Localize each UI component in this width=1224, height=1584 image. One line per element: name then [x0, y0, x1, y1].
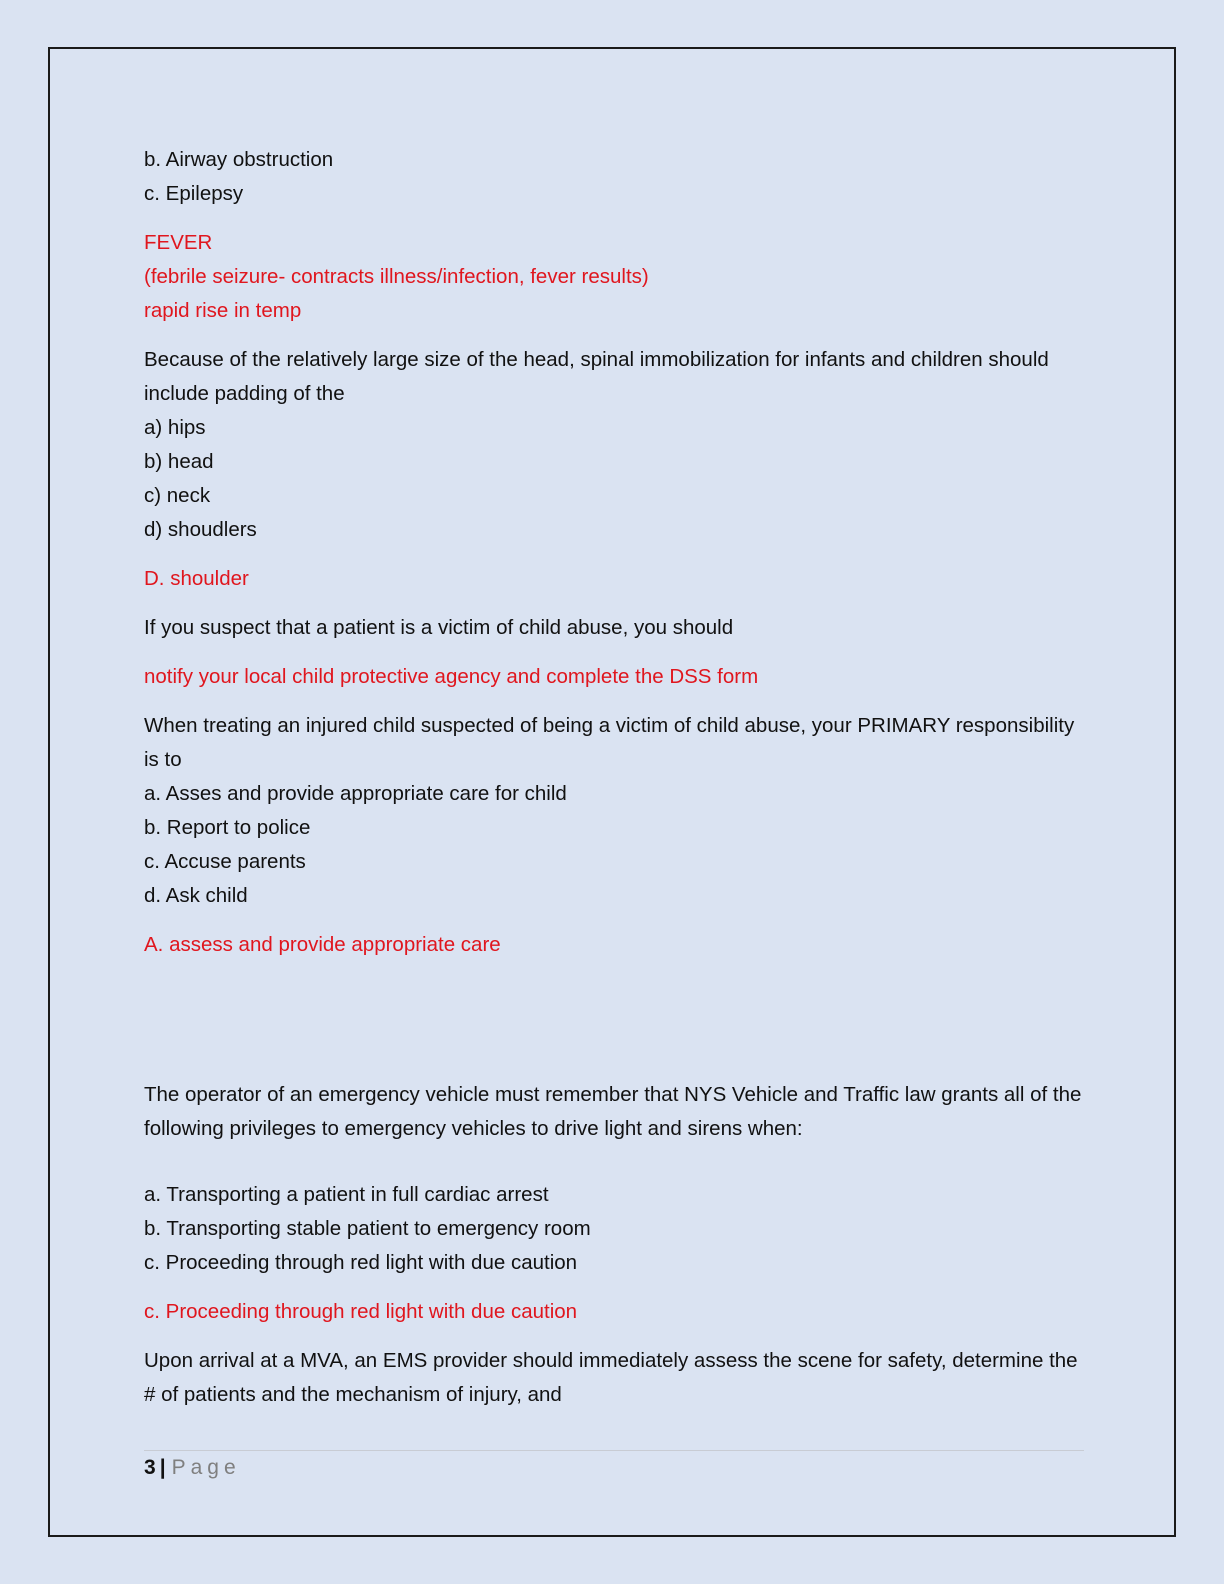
- option-d: d. Ask child: [144, 884, 248, 907]
- question-text: If you suspect that a patient is a victim of child abuse, you should: [144, 616, 734, 639]
- option-a: a. Transporting a patient in full cardiac arrest: [144, 1183, 549, 1206]
- option-a: a) hips: [144, 416, 206, 439]
- q4: [144, 709, 1084, 913]
- question-text: Because of the relatively large size of the head, spinal immobilization for infants and children should include padding of the: [144, 348, 1049, 405]
- page-label: Page: [171, 1456, 241, 1479]
- option-a: a. Asses and provide appropriate care for child: [144, 782, 567, 805]
- option-b: b. Airway obstruction: [144, 148, 334, 171]
- q3: [144, 611, 1084, 645]
- q2: [144, 343, 1084, 547]
- q4-answer: [144, 928, 1084, 962]
- option-c: c) neck: [144, 484, 211, 507]
- option-d: d) shoudlers: [144, 518, 257, 541]
- document-body: [144, 143, 1084, 1412]
- question-text: When treating an injured child suspected of being a victim of child abuse, your PRIMARY responsibility is to: [144, 714, 1075, 771]
- option-b: b. Transporting stable patient to emergency room: [144, 1217, 591, 1240]
- option-c: c. Proceeding through red light with due caution: [144, 1251, 578, 1274]
- q6: [144, 1344, 1084, 1412]
- option-b: b) head: [144, 450, 214, 473]
- page-number: 3: [144, 1456, 156, 1479]
- q5-answer: [144, 1295, 1084, 1329]
- answer-line: notify your local child protective agency and complete the DSS form: [144, 665, 759, 688]
- answer-line: rapid rise in temp: [144, 299, 302, 322]
- answer-line: D. shoulder: [144, 567, 249, 590]
- q2-answer: [144, 562, 1084, 596]
- option-c: c. Epilepsy: [144, 182, 244, 205]
- q1-options: [144, 143, 1084, 211]
- q5: [144, 1078, 1084, 1146]
- answer-line: A. assess and provide appropriate care: [144, 933, 501, 956]
- page-footer: [144, 1450, 1084, 1483]
- question-text: Upon arrival at a MVA, an EMS provider should immediately assess the scene for safety, determine the # of patients and the mechanism of injury, and: [144, 1349, 1078, 1406]
- footer-separator: |: [159, 1456, 166, 1479]
- answer-line: c. Proceeding through red light with due caution: [144, 1300, 578, 1323]
- q5-options: [144, 1178, 1084, 1280]
- q3-answer: [144, 660, 1084, 694]
- option-b: b. Report to police: [144, 816, 311, 839]
- question-text: The operator of an emergency vehicle must remember that NYS Vehicle and Traffic law grants all of the following privileges to emergency vehicles to drive light and sirens when:: [144, 1083, 1082, 1140]
- q1-answer: [144, 226, 1084, 328]
- answer-line: (febrile seizure- contracts illness/infection, fever results): [144, 265, 649, 288]
- option-c: c. Accuse parents: [144, 850, 306, 873]
- answer-line: FEVER: [144, 231, 213, 254]
